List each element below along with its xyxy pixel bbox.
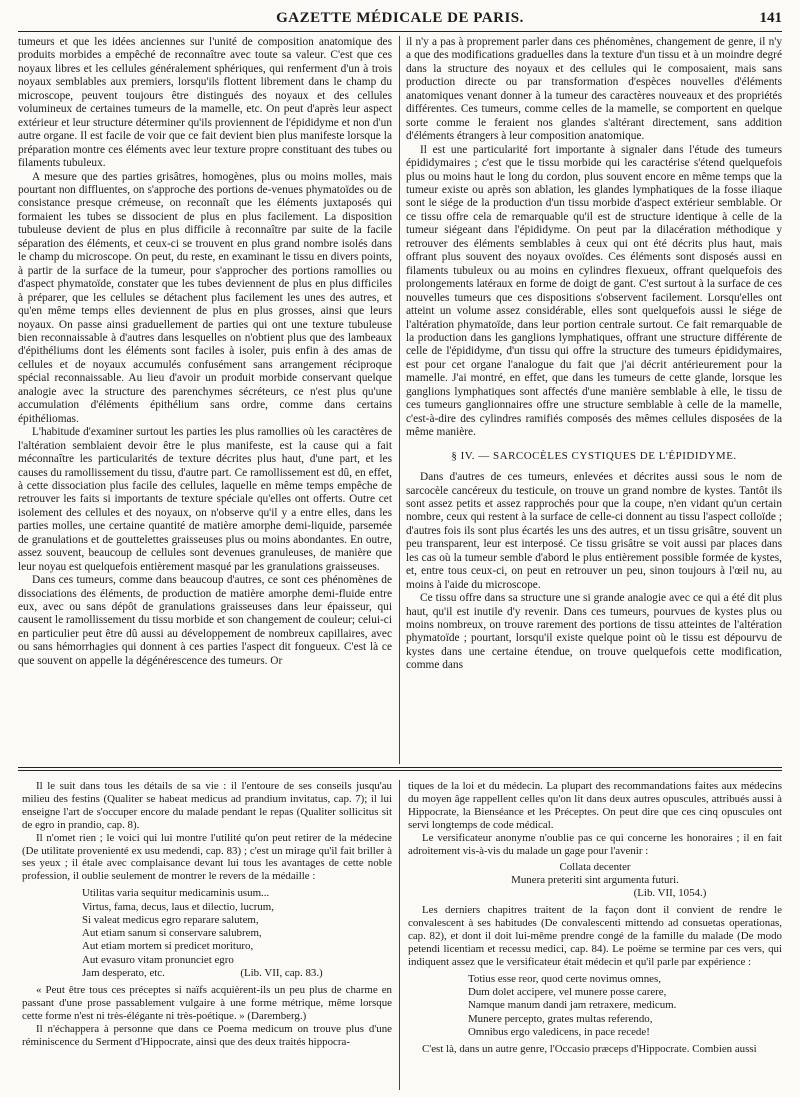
verse-line: Munere percepto, grates multas referendo, — [468, 1012, 653, 1025]
paragraph: Dans d'autres de ces tumeurs, enlevées et décrites aussi sous le nom de sarcocèle cancéreux du testicule, on trouve un grand nombre de kystes. Tantôt ils sont assez petits et assez rapprochés pour que la coupe, n'en vidant qu'un certain nombre, ceux qui restent à la surface de celle-ci donnent au tissu l'aspect colloïde ; d'autres fois ils sont plus écartés les uns des autres, et un tissu grisâtre, souvent un peu transparent, leur est interposé. Ce tissu grisâtre se voit aussi par places dans les cas où la tumeur semble d'abord le plus entièrement possible formée de kystes, et, entre tous ceux-ci, on peut en retrouver un peu, sinon toujours à l'œil nu, au moins à l'aide du microscope. — [406, 471, 782, 591]
verse-line: Dum dolet accipere, vel munere posse carere, — [468, 985, 667, 998]
latin-quote — [408, 861, 782, 900]
journal-title: GAZETTE MÉDICALE DE PARIS. — [276, 10, 524, 26]
paragraph: Ce tissu offre dans sa structure une si grande analogie avec ce qui a été dit plus haut, qu'il est inutile d'y revenir. Dans ces tumeurs, pourvues de kystes plus ou moins nombreux, on trouve rarement des portions de tissu atteintes de l'altération phymatoïde ; pourtant, lorsqu'il existe quelque point où le tissu est dépourvu de kystes dans une certaine étendue, on trouve quelquefois cette modification, comme dans — [406, 592, 782, 672]
article-column-left — [18, 36, 392, 762]
verse-line: Totius esse reor, quod certe novimus omnes, — [468, 972, 661, 985]
latin-verses — [22, 887, 392, 980]
page-number: 141 — [759, 10, 782, 26]
verse-line: Aut evasuro vitam pronunciet egro — [82, 953, 234, 966]
paragraph: Il n'échappera à personne que dans ce Poema medicum on trouve plus d'une réminiscence du Serment d'Hippocrate, ainsi que des deux traités hippocra- — [22, 1023, 392, 1048]
verse-text: Jam desperato, etc. — [82, 967, 165, 980]
verse-line: Si valeat medicus egro reparare salutem, — [82, 913, 259, 926]
feuilleton-column-right — [408, 780, 782, 1092]
verse-line: Aut etiam mortem si predicet moriturо, — [82, 940, 254, 953]
verse-line: Collata decenter — [559, 861, 631, 874]
paragraph: Il le suit dans tous les détails de sa vie : il l'entoure de ses conseils jusqu'au milieu des festins (Qualiter se habeat medicus ad prandium invitatus, cap. 7); il lui enseigne l'art de s'occuper encore du malade pendant le repas (Qualiter sollicitus sit de egro in prandio, cap. 8). — [22, 780, 392, 831]
article-column-right — [406, 36, 782, 762]
verse-line: Munera preteriti sint argumenta futuri. — [511, 874, 679, 887]
paragraph: Il n'omet rien ; le voici qui lui montre l'utilité qu'on peut retirer de la médecine (De utilitate provenienté ex usu medendi, cap. 83) ; c'est un mirage qu'il fait briller à ses yeux ; il étale avec complaisance devant lui tous les avantages de cette noble profession, il oublie seulement de montrer le revers de la médaille : — [22, 831, 392, 883]
paragraph: « Peut être tous ces préceptes si naïfs acquièrent-ils un peu plus de charme en passant d'une prose passablement vulgaire à une forme métrique, même lorsque cette forme n'est ni très-élégante ni très-poétique. » (Daremberg.) — [22, 984, 392, 1023]
paragraph: A mesure que des parties grisâtres, homogènes, plus ou moins molles, mais pourtant non diffluentes, on s'approche des portions de-venues phymatoïdes ou de consistance presque crémeuse, on reconnaît que les éléments juxtaposés qui formaient les tubes se dissocient de plus en plus facilement. La disposition tubuleuse devient de plus en plus difficile à reconnaître par suite de la facile séparation des éléments, et ceux-ci se trouvent en plus grand nombre isolés dans le champ du microscope. On peut, du reste, en examinant le tissu en divers points, à partir de la surface de la tumeur, pour s'approcher des portions ramollies ou d'aspect phymatoïde, constater que les tubes deviennent de plus en plus difficiles à préparer, que les cellules se détachent plus facilement les unes des autres, et qu'en même temps elles deviennent de plus en plus grosses, ainsi que leurs noyaux. On passe ainsi graduellement de parties qui ont une texture tubuleuse bien reconnaissable à d'autres dans lesquelles on n'obtient plus que des lambeaux d'épithéliums dont les éléments sont faciles à isoler, puis enfin à des amas de cellules et de noyaux accumulés confusément sans arrangement réciproque spécial reconnaissable. Au lieu d'avoir un produit morbide conservant quelque analogie avec la structure des parenchymes sécréteurs, ce n'est plus qu'une accumulation d'éléments épithélium sans ordre, comme dans certains épithéliomas. — [18, 170, 392, 425]
latin-verses — [408, 973, 782, 1039]
verse-line: Namque manum dandi jam retraxere, medicum. — [468, 999, 677, 1012]
paragraph: Dans ces tumeurs, comme dans beaucoup d'autres, ce sont ces phénomènes de dissociations des éléments, de production de matière amorphe demi-fluide entre eux, avec ou sans dépôt de granulations graisseuses dans leur épaisseur, qui causent le ramollissement du tissu morbide et son changement de couleur; celui-ci en particulier peut être dû aussi au développement de nombreux capillaires, avec ou sans hémorrhagies qui donnent à ces parties l'aspect dit fongueux. C'est là ce que souvent on appelle la dégénérescence des tumeurs. Or — [18, 574, 392, 667]
feuilleton-rule-top — [18, 767, 782, 768]
paragraph: Le versificateur anonyme n'oublie pas ce qui concerne les honoraires ; il en fait adroitement vis-à-vis du malade un gage pour l'avenir : — [408, 831, 782, 857]
column-divider — [399, 780, 400, 1090]
paragraph: L'habitude d'examiner surtout les parties les plus ramollies où les caractères de l'altération semblaient devoir être le plus manifeste, est la cause qui a fait méconnaître les particularités de texture décrites plus haut, d'une part, et les causes du ramollissement du tissu, d'autre part. Ce ramollissement est dû, en effet, à cette dissociation plus facile des cellules, laquelle en même temps empêche de retrouver les faits si importants de texture spéciale qu'elles ont offerts. Outre cet isolement des cellules et des noyaux, on n'observe qu'il y a entre elles, dans les parties molles, une certaine quantité de matière amorphe demi-liquide, parsemée de granulations et de gouttelettes graisseuses plus ou moins abondantes. En outre, assez souvent, beaucoup de cellules sont devenues granuleuses, de manière que leur noyau est quelquefois entièrement masqué par les granulations graisseuses. — [18, 426, 392, 573]
paragraph: tumeurs et que les idées anciennes sur l'unité de composition anatomique des produits morbides a empêché de reconnaître avec toute sa valeur. C'est que ces noyaux libres et les cellules généralement sphériques, qui renferment d'un à trois noyaux semblables aux premiers, lorsqu'ils flottent librement dans le champ du microscope, peuvent toujours être distingués des noyaux et des cellules volumineux de certaines tumeurs de la mamelle, etc. On peut d'après leur aspect extérieur et leur structure déterminer qu'ils proviennent de l'épididyme et non d'un autre organe. Il est facile de voir que ce fait devient bien plus manifeste lorsque la préparation montre ces éléments avec leur texture propre constituant des tubes ou filaments tubuleux. — [18, 36, 392, 170]
paragraph: Les derniers chapitres traitent de la façon dont il convient de rendre le convalescent à ses habitudes (De convalescenti mittendo ad consuetas operationas, cap. 82), et dont il doit lui-même prendre congé de la famille du malade (De modo petendi licentiam et recessu medici, cap. 84). Le poëme se termine par ces vers, qui indiquent assez que le versificateur était médecin et qu'il parle par expérience : — [408, 904, 782, 968]
verse-line — [82, 967, 392, 980]
section-heading: § IV. — SARCOCÈLES CYSTIQUES DE L'ÉPIDIDYME. — [451, 449, 737, 462]
column-divider — [399, 36, 400, 764]
verse-line: Aut etiam sanum si conservare salubrem, — [82, 927, 262, 940]
paragraph: tiques de la loi et du médecin. La plupart des recommandations faites aux médecins du moyen âge rappellent celles qu'on lit dans deux autres opuscules, attribués aussi à Hippocrate, la Bienséance et les Préceptes. On peut dire que ces cinq opuscules ont servi longtemps de code médical. — [408, 780, 782, 831]
verse-line: Omnibus ergo valedicens, in pace recede! — [468, 1025, 650, 1038]
citation: (Lib. VII, cap. 83.) — [240, 967, 323, 980]
paragraph: il n'y a pas à proprement parler dans ces phénomènes, changement de genre, il n'y a que des modifications graduelles dans la texture d'un tissu et à un moindre degré dans la structure des noyaux et des cellules qui le composaient, mais sans production directe ou par transformation d'espèces nouvelles d'éléments anatomiques venant donner à la tumeur des caractères nouveaux et des propriétés différentes. Ces tumeurs, comme celles de la mamelle, se comportent en quelque sorte comme le feraient nos glandes s'altérant directement, sans addition d'éléments étrangers à leur composition anatomique. — [406, 36, 782, 143]
feuilleton-column-left — [22, 780, 392, 1092]
page-header — [18, 6, 782, 32]
verse-line: Virtus, fama, decus, laus et dilectio, lucrum, — [82, 900, 274, 913]
citation: (Lib. VII, 1054.) — [633, 887, 707, 900]
paragraph: Il est une particularité fort importante à signaler dans l'étude des tumeurs épididymaires ; c'est que le tissu morbide qui les caractérise s'étend quelquefois plus ou moins haut le long du cordon, plus souvent encore en même temps que la tumeur existe ou après son ablation, les glandes lymphatiques de la fosse iliaque sont le siége de la production d'un tissu morbide d'aspect extérieur semblable. Or ce tissu offre cela de remarquable qu'il est de structure identique à celle de la tumeur siégeant dans l'épididyme. On peut par la dilacération méthodique y retrouver des éléments semblables à ceux qui ont été décrits plus haut, mais offrant plus souvent des noyaux ovoïdes. Ces éléments sont disposés aussi en filaments tubuleux ou au moins en cylindres flexueux, offrant quelquefois des prolongements latéraux en forme de doigt de gant. C'est surtout à la surface de ces nouvelles tumeurs que ces dispositions s'observent facilement. Lorsqu'elles ont atteint un volume assez considérable, elles sont quelquefois aussi le siége de l'altération phymatoïde, dans leur portion centrale surtout. Ce fait remarquable de la production dans les ganglions lymphatiques, offrant une structure différente de celle de l'épididyme, d'un tissu qui offre la structure des tumeurs épididymaires, est pour cet organe l'analogue du fait que j'ai décrit antérieurement pour la mamelle. J'ai montré, en effet, que dans les tumeurs de cette glande, lorsque les ganglions lymphatiques sont affectés d'une manière semblable à elle, le tissu de ces tumeurs ganglionnaires offre une structure semblable à celle de la mamelle, c'est-à-dire des cylindres ramifiés composés des mêmes cellules disposées de la même manière. — [406, 143, 782, 439]
paragraph: C'est là, dans un autre genre, l'Occasio præceps d'Hippocrate. Combien aussi — [422, 1043, 757, 1056]
verse-line: Utilitas varia sequitur medicaminis usum... — [82, 887, 270, 900]
feuilleton-rule-bottom — [18, 770, 782, 771]
